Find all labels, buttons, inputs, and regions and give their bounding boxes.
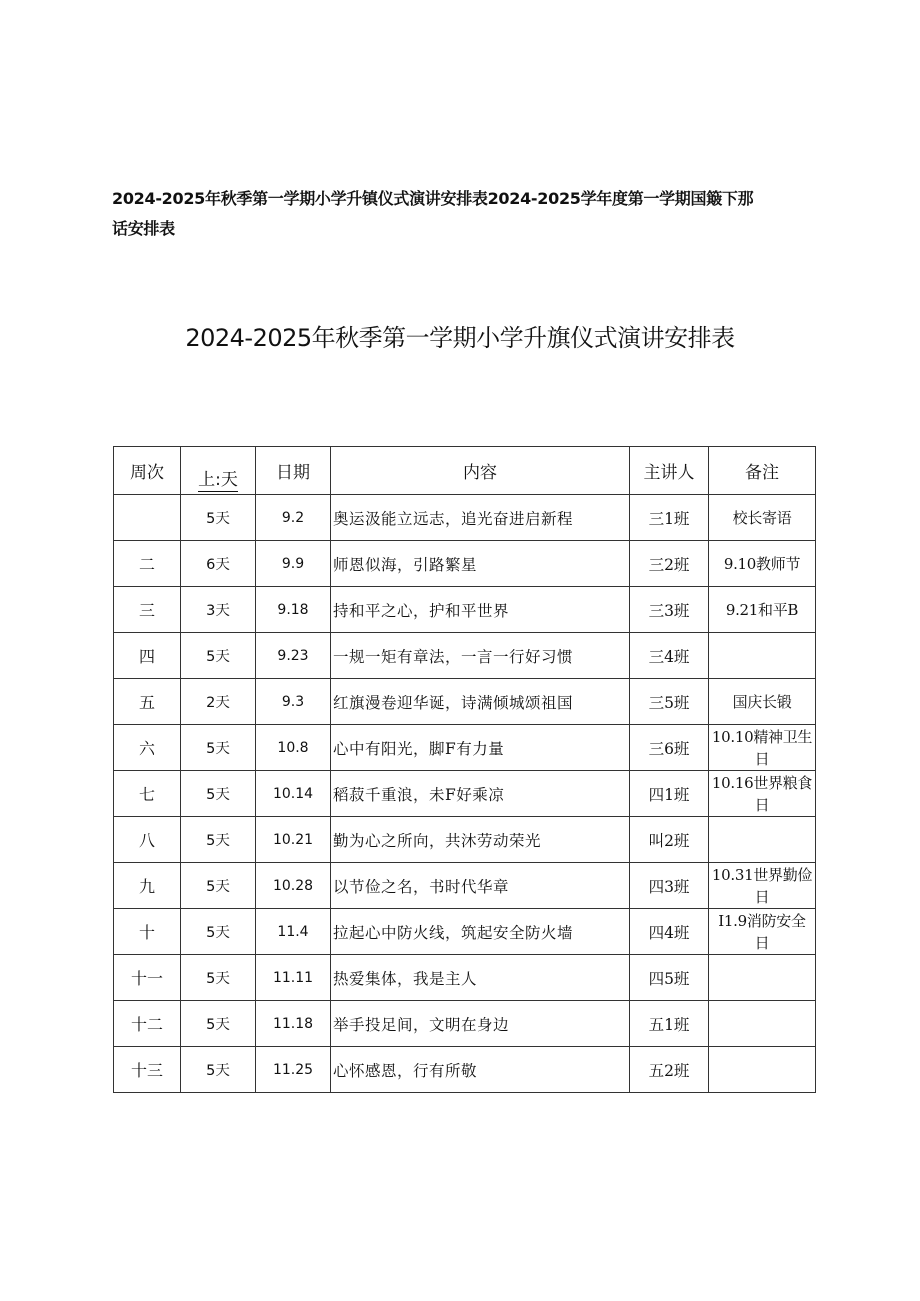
date-cell: 11.4 <box>256 909 331 955</box>
content-cell: 红旗漫卷迎华诞，诗满倾城颂祖国 <box>331 679 630 725</box>
week-cell: 三 <box>114 587 181 633</box>
week-cell: 六 <box>114 725 181 771</box>
week-cell: 十 <box>114 909 181 955</box>
table-row <box>114 1047 816 1093</box>
week-cell: 四 <box>114 633 181 679</box>
week-cell <box>114 495 181 541</box>
header-days-label: 上:天 <box>198 470 238 490</box>
remark-cell: 9.21和平B <box>709 587 816 633</box>
days-cell: 5天 <box>181 771 256 817</box>
header-remark: 备注 <box>709 447 816 495</box>
days-cell: 5天 <box>181 863 256 909</box>
date-cell: 9.2 <box>256 495 331 541</box>
week-cell: 五 <box>114 679 181 725</box>
week-cell: 十一 <box>114 955 181 1001</box>
date-cell: 11.18 <box>256 1001 331 1047</box>
date-cell: 10.28 <box>256 863 331 909</box>
header-speaker: 主讲人 <box>630 447 709 495</box>
days-cell: 5天 <box>181 495 256 541</box>
days-cell: 5天 <box>181 1001 256 1047</box>
date-cell: 9.9 <box>256 541 331 587</box>
remark-cell <box>709 1047 816 1093</box>
days-cell: 5天 <box>181 725 256 771</box>
table-row <box>114 817 816 863</box>
header-content: 内容 <box>331 447 630 495</box>
remark-cell: I1.9消防安全日 <box>709 909 816 955</box>
content-cell: 一规一矩有章法，一言一行好习惯 <box>331 633 630 679</box>
content-cell: 勤为心之所向，共沐劳动荣光 <box>331 817 630 863</box>
header-date: 日期 <box>256 447 331 495</box>
table-row <box>114 633 816 679</box>
week-cell: 八 <box>114 817 181 863</box>
table-row <box>114 863 816 909</box>
content-cell: 师恩似海，引路繁星 <box>331 541 630 587</box>
date-cell: 9.3 <box>256 679 331 725</box>
days-cell: 5天 <box>181 1047 256 1093</box>
speaker-cell: 四5班 <box>630 955 709 1001</box>
remark-cell <box>709 955 816 1001</box>
days-cell: 2天 <box>181 679 256 725</box>
content-cell: 持和平之心，护和平世界 <box>331 587 630 633</box>
speaker-cell: 三1班 <box>630 495 709 541</box>
speaker-cell: 四1班 <box>630 771 709 817</box>
week-cell: 二 <box>114 541 181 587</box>
date-cell: 11.11 <box>256 955 331 1001</box>
remark-cell: 10.16世界粮食日 <box>709 771 816 817</box>
days-cell: 6天 <box>181 541 256 587</box>
content-cell: 以节俭之名，书时代华章 <box>331 863 630 909</box>
date-cell: 10.8 <box>256 725 331 771</box>
remark-cell <box>709 633 816 679</box>
document-heading <box>112 184 812 244</box>
remark-cell: 10.31世界勤俭日 <box>709 863 816 909</box>
table-row <box>114 495 816 541</box>
days-cell: 5天 <box>181 633 256 679</box>
content-cell: 心中有阳光，脚F有力量 <box>331 725 630 771</box>
week-cell: 七 <box>114 771 181 817</box>
speaker-cell: 五1班 <box>630 1001 709 1047</box>
content-cell: 奥运汲能立远志，追光奋进启新程 <box>331 495 630 541</box>
speaker-cell: 三5班 <box>630 679 709 725</box>
heading-line-1: 2024-2025年秋季第一学期小学升镇仪式演讲安排表2024-2025学年度第一学期国簸下那 <box>112 189 754 208</box>
week-cell: 九 <box>114 863 181 909</box>
remark-cell: 10.10精神卫生日 <box>709 725 816 771</box>
table-row <box>114 955 816 1001</box>
date-cell: 10.21 <box>256 817 331 863</box>
table-row <box>114 725 816 771</box>
speaker-cell: 三4班 <box>630 633 709 679</box>
content-cell: 拉起心中防火线，筑起安全防火墙 <box>331 909 630 955</box>
table-row <box>114 771 816 817</box>
table-row <box>114 1001 816 1047</box>
speaker-cell: 三6班 <box>630 725 709 771</box>
content-cell: 热爱集体，我是主人 <box>331 955 630 1001</box>
schedule-table <box>113 446 816 1093</box>
remark-cell: 9.10教师节 <box>709 541 816 587</box>
date-cell: 11.25 <box>256 1047 331 1093</box>
date-cell: 9.23 <box>256 633 331 679</box>
table-row <box>114 587 816 633</box>
table-row <box>114 909 816 955</box>
speaker-cell: 三3班 <box>630 587 709 633</box>
speaker-cell: 叫2班 <box>630 817 709 863</box>
remark-cell <box>709 817 816 863</box>
speaker-cell: 四4班 <box>630 909 709 955</box>
days-cell: 5天 <box>181 817 256 863</box>
table-row <box>114 679 816 725</box>
content-cell: 稻菽千重浪，未F好乘凉 <box>331 771 630 817</box>
heading-line-2: 话安排表 <box>112 219 175 238</box>
date-cell: 9.18 <box>256 587 331 633</box>
remark-cell: 国庆长锻 <box>709 679 816 725</box>
days-cell: 3天 <box>181 587 256 633</box>
page-title: 2024-2025年秋季第一学期小学升旗仪式演讲安排表 <box>185 324 735 352</box>
table-row <box>114 541 816 587</box>
header-days <box>181 447 256 495</box>
week-cell: 十二 <box>114 1001 181 1047</box>
days-cell: 5天 <box>181 909 256 955</box>
days-cell: 5天 <box>181 955 256 1001</box>
week-cell: 十三 <box>114 1047 181 1093</box>
remark-cell: 校长寄语 <box>709 495 816 541</box>
table-header-row <box>114 447 816 495</box>
speaker-cell: 三2班 <box>630 541 709 587</box>
content-cell: 心怀感恩，行有所敬 <box>331 1047 630 1093</box>
date-cell: 10.14 <box>256 771 331 817</box>
speaker-cell: 五2班 <box>630 1047 709 1093</box>
header-week: 周次 <box>114 447 181 495</box>
content-cell: 举手投足间，文明在身边 <box>331 1001 630 1047</box>
remark-cell <box>709 1001 816 1047</box>
speaker-cell: 四3班 <box>630 863 709 909</box>
